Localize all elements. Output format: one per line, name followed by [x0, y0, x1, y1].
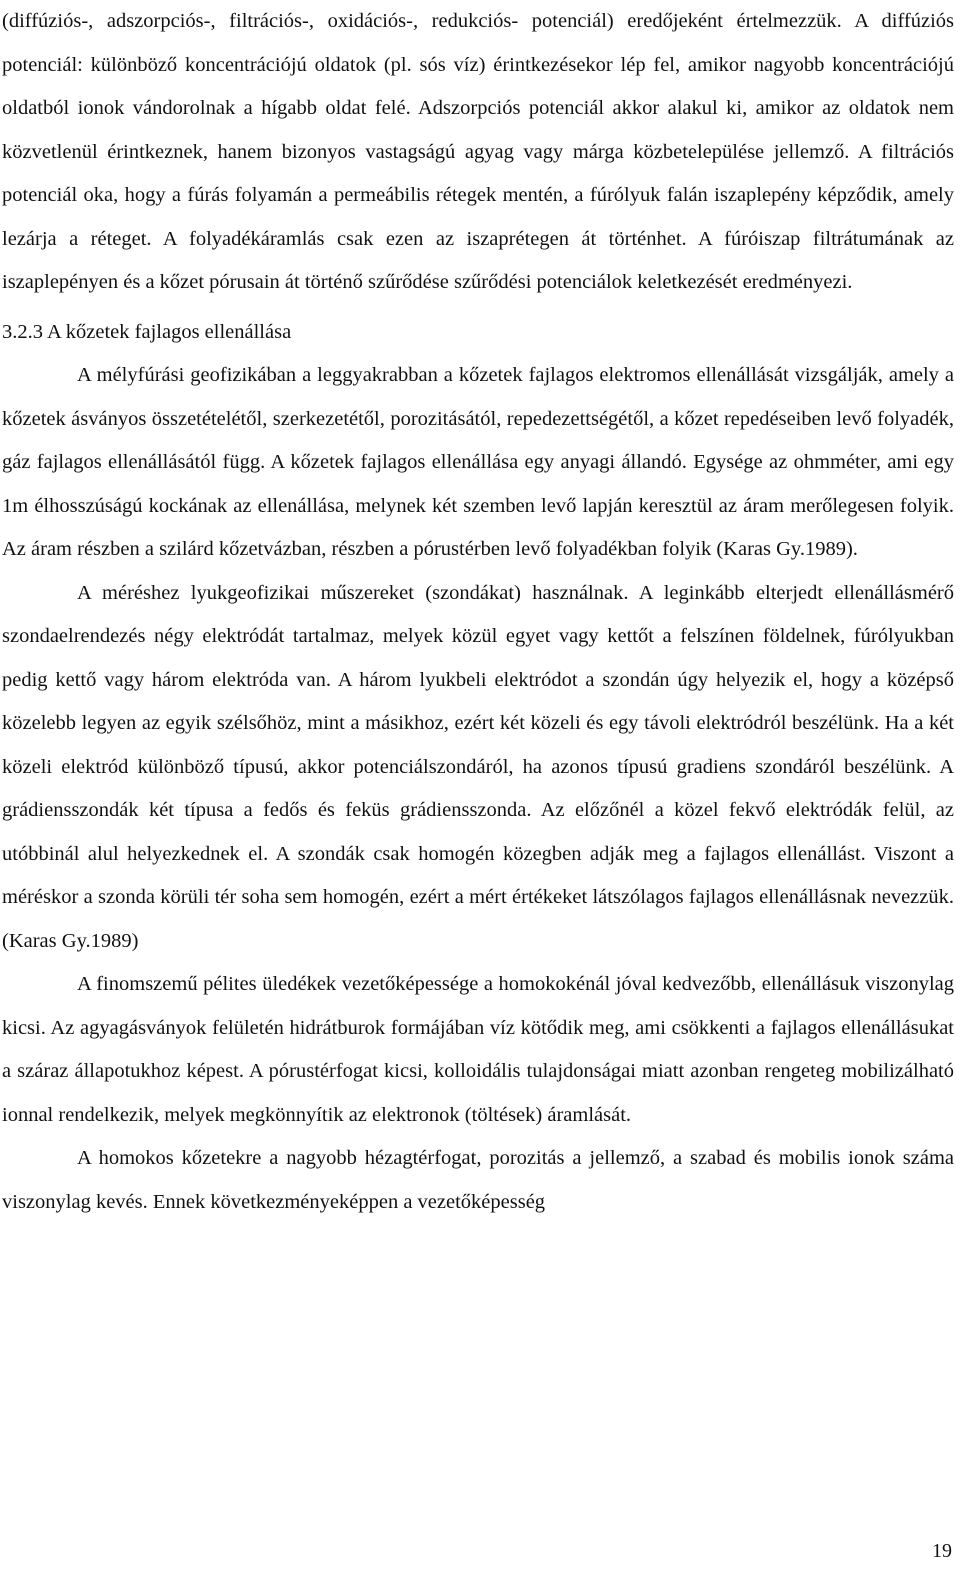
document-page — [2, 0, 954, 1224]
paragraph-sandy-rocks: A homokos kőzetekre a nagyobb hézagtérfogat, porozitás a jellemző, a szabad és mobilis ionok száma viszonylag kevés. Ennek következményeképpen a vezetőképesség — [2, 1147, 954, 1213]
paragraph-fine-grained: A finomszemű pélites üledékek vezetőképessége a homokokénál jóval kedvezőbb, ellenállásuk viszonylag kicsi. Az agyagásványok felületén hidrátburok formájában víz kötődik meg, ami csökkenti a fajlagos ellenállásukat a száraz állapotukhoz képest. A pórustérfogat kicsi, kolloidális tulajdonságai miatt azonban rengeteg mobilizálható ionnal rendelkezik, melyek megkönnyítik az elektronok (töltések) áramlását. — [2, 973, 954, 1126]
paragraph-measurement: A méréshez lyukgeofizikai műszereket (szondákat) használnak. A leginkább elterjedt ellenállásmérő szondaelrendezés négy elektródát tartalmaz, melyek közül egyet vagy kettőt a felszínen földelnek, fúrólyukban pedig kettő vagy három elektróda van. A három lyukbeli elektródot a szondán úgy helyezik el, hogy a középső közelebb legyen az egyik szélsőhöz, mint a másikhoz, ezért két közeli és egy távoli elektródról beszélünk. Ha a két közeli elektród különböző típusú, akkor potenciálszondáról, ha azonos típusú gradiens szondáról beszélünk. A grádiensszondák két típusa a fedős és feküs grádiensszonda. Az előzőnél a közel fekvő elektródák felül, az utóbbinál alul helyezkednek el. A szondák csak homogén közegben adják meg a fajlagos ellenállást. Viszont a méréskor a szonda körüli tér soha sem homogén, ezért a mért értékeket látszólagos fajlagos ellenállásnak nevezzük. (Karas Gy.1989) — [2, 581, 954, 952]
paragraph-potentials: (diffúziós-, adszorpciós-, filtrációs-, oxidációs-, redukciós- potenciál) eredőjeként értelmezzük. A diffúziós potenciál: különböző koncentrációjú oldatok (pl. sós víz) érintkezésekor lép fel, amikor nagyobb koncentrációjú oldatból ionok vándorolnak a hígabb oldat felé. Adszorpciós potenciál akkor alakul ki, amikor az oldatok nem közvetlenül érintkeznek, hanem bizonyos vastagságú agyag vagy márga közbetelepülése jellemző. A filtrációs potenciál oka, hogy a fúrás folyamán a permeábilis rétegek mentén, a fúrólyuk falán iszaplepény képződik, amely lezárja a réteget. A folyadékáramlás csak ezen az iszaprétegen át történhet. A fúróiszap filtrátumának az iszaplepényen és a kőzet pórusain át történő szűrődése szűrődési potenciálok keletkezését eredményezi. — [2, 10, 954, 293]
paragraph-resistivity: A mélyfúrási geofizikában a leggyakrabban a kőzetek fajlagos elektromos ellenállását vizsgálják, amely a kőzetek ásványos összetételétől, szerkezetétől, porozitásától, repedezettségétől, a kőzet repedéseiben levő folyadék, gáz fajlagos ellenállásától függ. A kőzetek fajlagos ellenállása egy anyagi állandó. Egysége az ohmméter, ami egy 1m élhosszúságú kockának az ellenállása, melynek két szemben levő lapján keresztül az áram merőlegesen folyik. Az áram részben a szilárd kőzetvázban, részben a pórustérben levő folyadékban folyik (Karas Gy.1989). — [2, 364, 954, 560]
section-heading: 3.2.3 A kőzetek fajlagos ellenállása — [2, 320, 292, 343]
page-number: 19 — [932, 1540, 952, 1562]
